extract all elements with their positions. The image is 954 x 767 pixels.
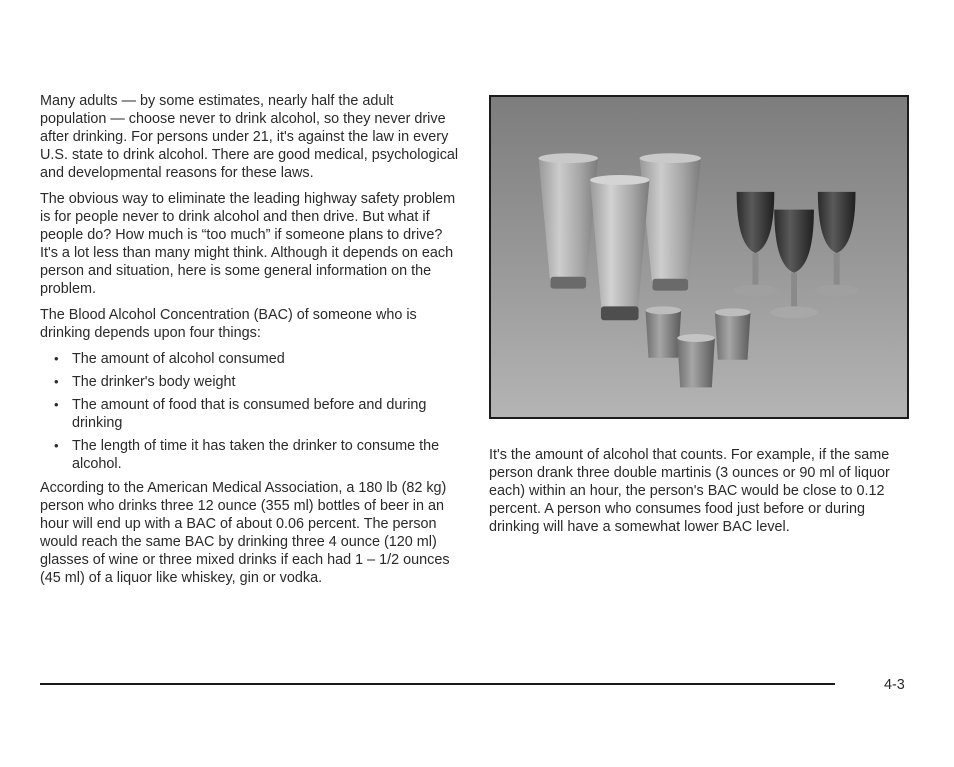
paragraph-martini-example: It's the amount of alcohol that counts. For example, if the same person drank three double martinis (3 ounces or 90 ml of liquor each) within an hour, the person's BAC would be close to 0.12 percent. A person who consumes food just before or during drinking will have a somewhat lower BAC level. xyxy=(489,447,890,535)
bullet-icon: • xyxy=(54,351,59,366)
list-item xyxy=(40,437,460,473)
shot-glass-icon xyxy=(646,306,682,357)
bullet-icon: • xyxy=(54,374,59,389)
shot-glass-icon xyxy=(715,308,751,359)
list-item-text: The amount of alcohol consumed xyxy=(72,351,285,367)
drinks-photo xyxy=(489,95,909,419)
list-item xyxy=(40,350,460,368)
left-column xyxy=(40,92,460,595)
bullet-icon: • xyxy=(54,438,59,453)
list-item-text: The drinker's body weight xyxy=(72,374,236,390)
paragraph-ama-example: According to the American Medical Association, a 180 lb (82 kg) person who drinks three 12 ounce (355 ml) bottles of beer in an hour will end up with a BAC of about 0.06 percent. The person would reach the same BAC by drinking three 4 ounce (120 ml) glasses of wine or three mixed drinks if each had 1 – 1/2 ounces (45 ml) of a liquor like whiskey, gin or vodka. xyxy=(40,480,450,586)
bac-factors-list xyxy=(40,350,460,473)
paragraph-how-much: The obvious way to eliminate the leading highway safety problem is for people never to drink alcohol and then drive. But what if people do? How much is “too much” if someone plans to drive? It's a lot less than many might think. Although it depends on each person and situation, here is some general information on the problem. xyxy=(40,191,456,297)
drinks-photo-illustration xyxy=(491,97,907,417)
page-number: 4-3 xyxy=(884,677,905,693)
paragraph-bac-intro: The Blood Alcohol Concentration (BAC) of someone who is drinking depends upon four things: xyxy=(40,307,417,341)
shot-glass-icon xyxy=(677,334,715,387)
bullet-icon: • xyxy=(54,397,59,412)
list-item-text: The amount of food that is consumed before and during drinking xyxy=(72,397,427,431)
right-column xyxy=(489,446,914,536)
paragraph-abstainers: Many adults — by some estimates, nearly half the adult population — choose never to drink alcohol, so they never drive after drinking. For persons under 21, it's against the law in every U.S. state to drink alcohol. There are good medical, psychological and developmental reasons for these laws. xyxy=(40,93,459,181)
footer-divider xyxy=(40,683,835,685)
list-item xyxy=(40,396,460,432)
list-item xyxy=(40,373,460,391)
list-item-text: The length of time it has taken the drinker to consume the alcohol. xyxy=(72,438,440,472)
